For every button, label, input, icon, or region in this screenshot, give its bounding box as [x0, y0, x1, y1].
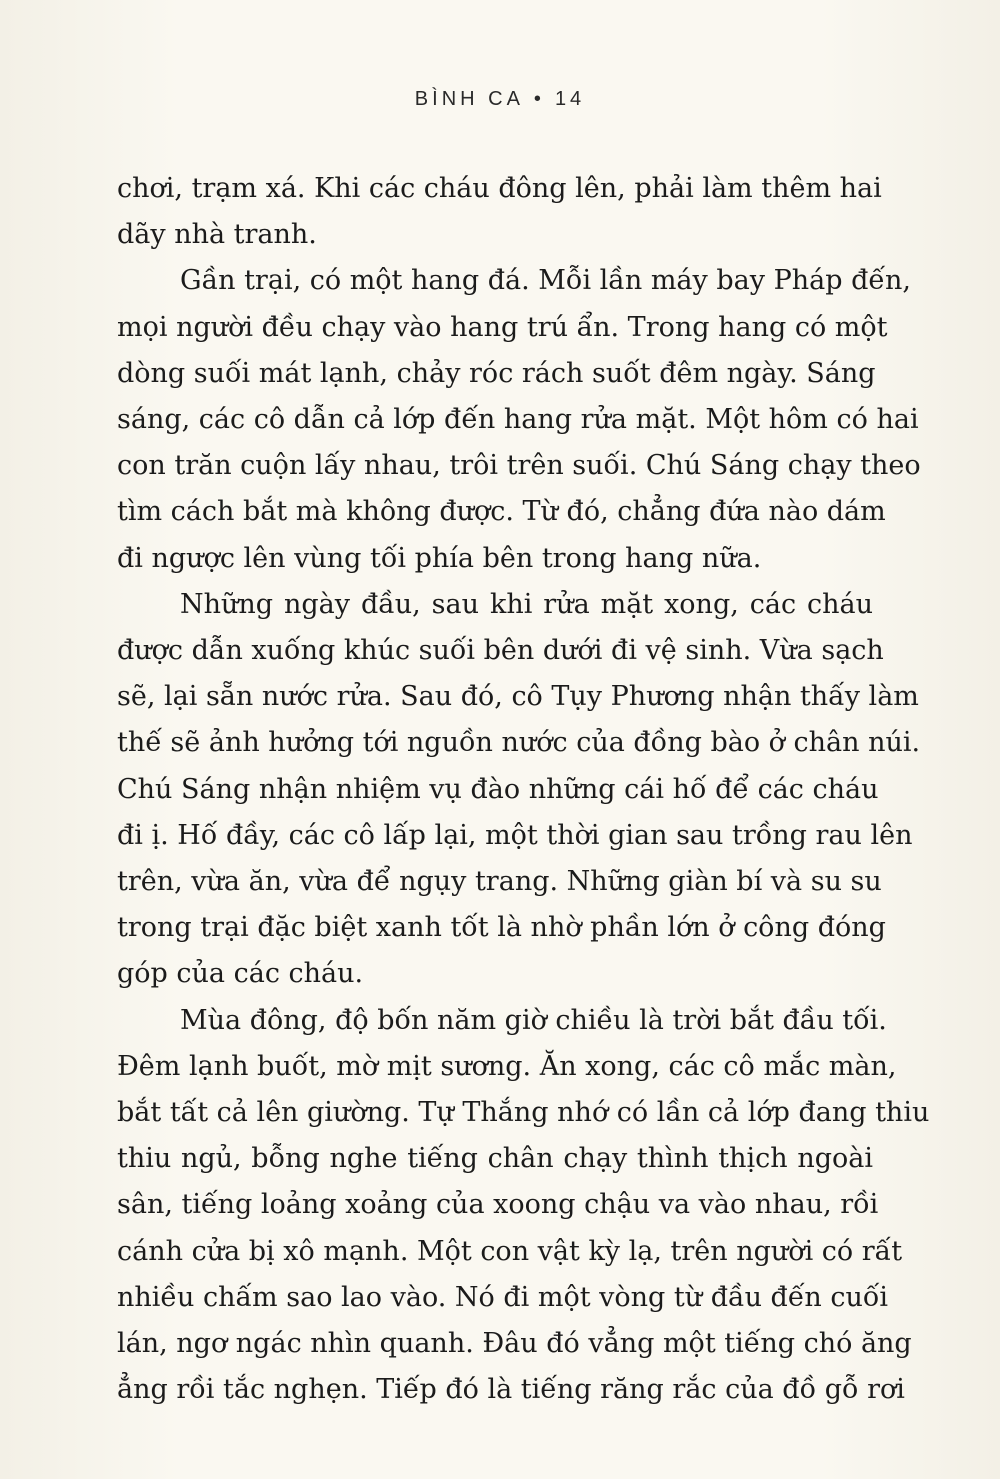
- book-title: BÌNH CA: [414, 88, 524, 110]
- text-line: sân, tiếng loảng xoảng của xoong chậu va vào nhau, rồi: [117, 1189, 879, 1221]
- text-line: góp của các cháu.: [117, 958, 364, 990]
- text-line: dãy nhà tranh.: [117, 219, 317, 251]
- body-text: [117, 166, 930, 1413]
- header-separator: •: [533, 88, 545, 110]
- text-line: bắt tất cả lên giường. Tự Thắng nhớ có lần cả lớp đang thiu: [117, 1097, 930, 1129]
- text-line: tìm cách bắt mà không được. Từ đó, chẳng đứa nào dám: [117, 496, 886, 528]
- text-line: Những ngày đầu, sau khi rửa mặt xong, các cháu: [180, 588, 873, 620]
- text-line: Đêm lạnh buốt, mờ mịt sương. Ăn xong, các cô mắc màn,: [117, 1050, 897, 1082]
- text-line: nhiều chấm sao lao vào. Nó đi một vòng từ đầu đến cuối: [117, 1281, 889, 1313]
- text-line: sáng, các cô dẫn cả lớp đến hang rửa mặt. Một hôm có hai: [117, 404, 919, 436]
- text-line: được dẫn xuống khúc suối bên dưới đi vệ sinh. Vừa sạch: [117, 635, 884, 667]
- text-line: mọi người đều chạy vào hang trú ẩn. Trong hang có một: [117, 311, 888, 343]
- text-line: Mùa đông, độ bốn năm giờ chiều là trời bắt đầu tối.: [180, 1004, 887, 1036]
- text-line: con trăn cuộn lấy nhau, trôi trên suối. Chú Sáng chạy theo: [117, 450, 921, 482]
- text-line: lán, ngơ ngác nhìn quanh. Đâu đó vẳng một tiếng chó ăng: [117, 1328, 912, 1360]
- text-line: ẳng rồi tắc nghẹn. Tiếp đó là tiếng răng rắc của đồ gỗ rơi: [117, 1374, 905, 1406]
- text-line: trên, vừa ăn, vừa để ngụy trang. Những giàn bí và su su: [117, 866, 882, 898]
- running-head: [0, 88, 1000, 111]
- text-line: đi ị. Hố đầy, các cô lấp lại, một thời gian sau trồng rau lên: [117, 819, 913, 851]
- page-number: 14: [554, 88, 586, 110]
- text-line: trong trại đặc biệt xanh tốt là nhờ phần lớn ở công đóng: [117, 912, 886, 944]
- text-line: Chú Sáng nhận nhiệm vụ đào những cái hố để các cháu: [117, 773, 879, 805]
- text-line: chơi, trạm xá. Khi các cháu đông lên, phải làm thêm hai: [117, 173, 882, 204]
- text-line: cánh cửa bị xô mạnh. Một con vật kỳ lạ, trên người có rất: [117, 1235, 903, 1267]
- text-line: đi ngược lên vùng tối phía bên trong hang nữa.: [117, 542, 762, 574]
- text-line: thế sẽ ảnh hưởng tới nguồn nước của đồng bào ở chân núi.: [117, 727, 921, 759]
- paragraph: [117, 166, 882, 258]
- text-line: dòng suối mát lạnh, chảy róc rách suốt đêm ngày. Sáng: [117, 357, 876, 389]
- paragraph: [117, 998, 930, 1414]
- text-line: Gần trại, có một hang đá. Mỗi lần máy bay Pháp đến,: [180, 265, 911, 297]
- paragraph: [117, 258, 921, 581]
- paragraph: [117, 582, 921, 998]
- text-line: sẽ, lại sẵn nước rửa. Sau đó, cô Tụy Phương nhận thấy làm: [117, 681, 919, 713]
- text-line: thiu ngủ, bỗng nghe tiếng chân chạy thình thịch ngoài: [117, 1143, 873, 1175]
